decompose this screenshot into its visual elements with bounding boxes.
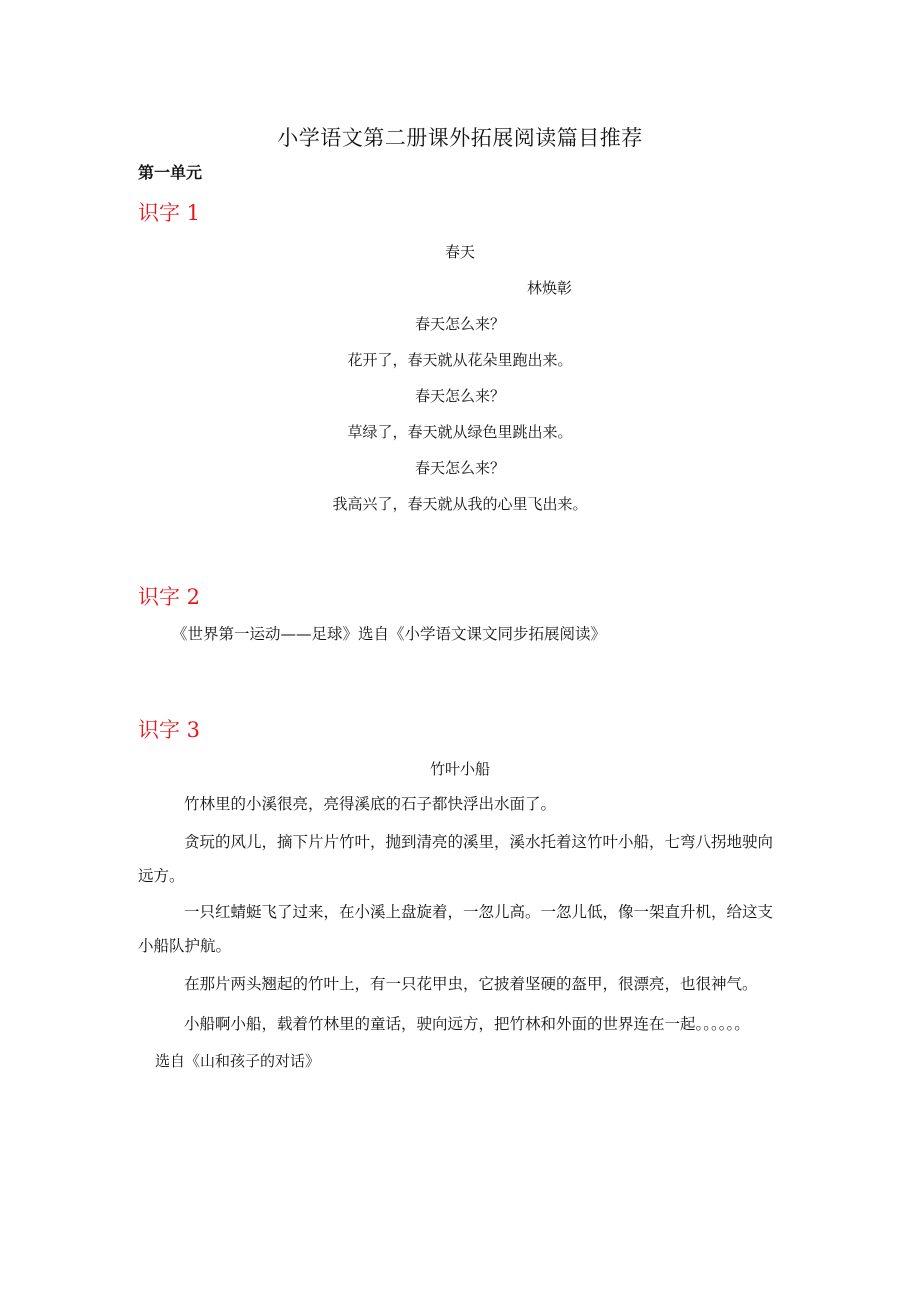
lesson-heading-3: 识字 3 [138,718,201,742]
lesson-heading-2: 识字 2 [138,585,201,609]
document-title: 小学语文第二册课外拓展阅读篇目推荐 [277,126,643,150]
reading-reference: 《世界第一运动——足球》选自《小学语文课文同步拓展阅读》 [172,625,607,643]
poem-line: 春天怎么来？ [414,387,505,405]
story-paragraph: 小船啊小船，载着竹林里的童话，驶向远方，把竹林和外面的世界连在一起。。。。。。 [184,1015,750,1033]
unit-heading: 第一单元 [138,163,203,182]
poem-line: 草绿了，春天就从绿色里跳出来。 [347,423,573,441]
poem-line: 春天怎么来？ [414,315,505,333]
lesson-heading-1: 识字 1 [138,201,201,225]
poem-line: 花开了，春天就从花朵里跑出来。 [347,351,573,369]
story-paragraph: 一只红蜻蜓飞了过来，在小溪上盘旋着，一忽儿高。一忽儿低，像一架直升机，给这支小船队护航。 [138,903,774,955]
poem-line: 春天怎么来？ [414,459,505,477]
poem-author: 林焕彰 [527,279,573,297]
story-source: 选自《山和孩子的对话》 [155,1052,321,1070]
poem-line: 我高兴了，春天就从我的心里飞出来。 [332,495,588,513]
poem-title: 春天 [444,243,475,261]
story-title: 竹叶小船 [429,760,490,778]
story-paragraph: 贪玩的风儿，摘下片片竹叶，抛到清亮的溪里，溪水托着这竹叶小船，七弯八拐地驶向远方。 [138,833,774,885]
story-paragraph: 竹林里的小溪很亮，亮得溪底的石子都快浮出水面了。 [184,795,557,813]
story-paragraph: 在那片两头翘起的竹叶上，有一只花甲虫，它披着坚硬的盔甲，很漂亮，也很神气。 [184,975,758,993]
